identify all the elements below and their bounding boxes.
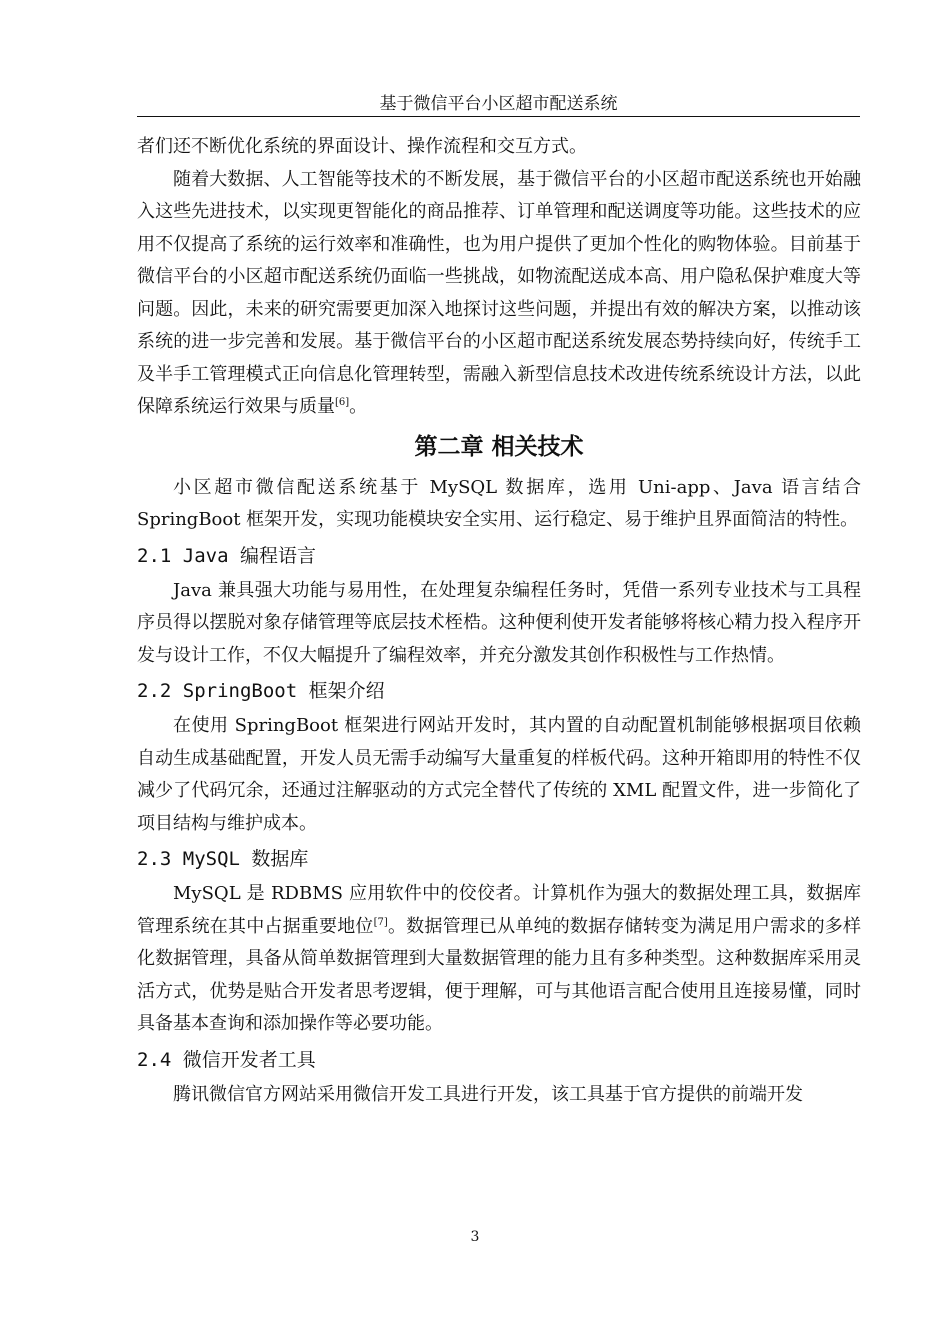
- section-body-wechat-devtools: 腾讯微信官方网站采用微信开发工具进行开发，该工具基于官方提供的前端开发: [173, 1083, 803, 1105]
- section-heading-wechat-devtools: 2.4 微信开发者工具: [137, 1048, 316, 1071]
- page-number: 3: [470, 1229, 480, 1245]
- page-body: [137, 131, 861, 1111]
- section-heading-java: 2.1 Java 编程语言: [137, 544, 316, 567]
- section-body-mysql: [137, 878, 861, 1041]
- citation-6: [6]: [335, 397, 350, 408]
- paragraph-trends-text: 随着大数据、人工智能等技术的不断发展，基于微信平台的小区超市配送系统也开始融入这些先进技术，以实现更智能化的商品推荐、订单管理和配送调度等功能。这些技术的应用不仅提高了系统的运行效率和准确性，也为用户提供了更加个性化的购物体验。目前基于微信平台的小区超市配送系统仍面临一些挑战，如物流配送成本高、用户隐私保护难度大等问题。因此，未来的研究需要更加深入地探讨这些问题，并提出有效的解决方案，以推动该系统的进一步完善和发展。基于微信平台的小区超市配送系统发展态势持续向好，传统手工及半手工管理模式正向信息化管理转型，需融入新型信息技术改进传统系统设计方法，以此保障系统运行效果与质量: [137, 168, 861, 417]
- paragraph-trends: [137, 164, 861, 424]
- chapter-title: 第二章 相关技术: [414, 433, 584, 460]
- citation-7: [7]: [373, 916, 388, 928]
- section-body-springboot: 在使用 SpringBoot 框架进行网站开发时，其内置的自动配置机制能够根据项目依赖自动生成基础配置，开发人员无需手动编写大量重复的样板代码。这种开箱即用的特性不仅减少了代码冗余，还通过注解驱动的方式完全替代了传统的 XML 配置文件，进一步简化了项目结构与维护成本。: [137, 715, 861, 834]
- section-heading-mysql: 2.3 MySQL 数据库: [137, 848, 309, 870]
- paragraph-intro-continuation: 者们还不断优化系统的界面设计、操作流程和交互方式。: [137, 136, 587, 157]
- header-rule: [137, 116, 860, 117]
- chapter-intro-paragraph: 小区超市微信配送系统基于 MySQL 数据库，选用 Uni-app、Java 语言结合 SpringBoot 框架开发，实现功能模块安全实用、运行稳定、易于维护且界面简洁的特性。: [137, 476, 861, 530]
- section-body-java: Java 兼具强大功能与易用性，在处理复杂编程任务时，凭借一系列专业技术与工具程序员得以摆脱对象存储管理等底层技术桎梏。这种便利使开发者能够将核心精力投入程序开发与设计工作，不仅大幅提升了编程效率，并充分激发其创作积极性与工作热情。: [137, 579, 861, 666]
- running-header: 基于微信平台小区超市配送系统: [379, 94, 618, 114]
- paragraph-trends-tail: 。: [349, 396, 368, 417]
- section-body-mysql-pre: MySQL 是 RDBMS 应用软件中的佼佼者。计算机作为强大的数据处理工具，数据库管理系统在其中占据重要地位: [137, 883, 861, 937]
- section-heading-springboot: 2.2 SpringBoot 框架介绍: [137, 680, 385, 702]
- section-body-mysql-post: 。数据管理已从单纯的数据存储转变为满足用户需求的多样化数据管理，具备从简单数据管理到大量数据管理的能力且有多种类型。这种数据库采用灵活方式，优势是贴合开发者思考逻辑，便于理解，可与其他语言配合使用且连接易懂，同时具备基本查询和添加操作等必要功能。: [137, 915, 861, 1034]
